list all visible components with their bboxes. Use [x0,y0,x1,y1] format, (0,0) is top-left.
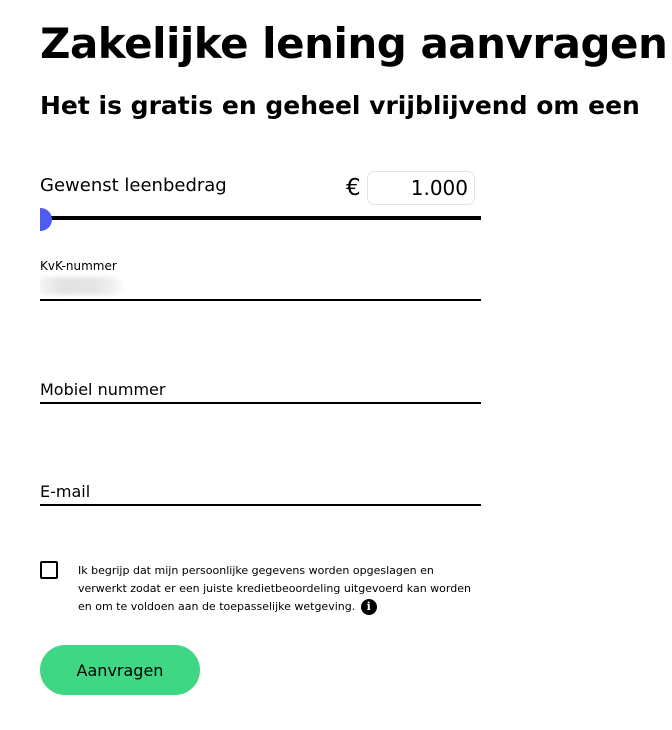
info-icon[interactable]: i [361,599,377,615]
loan-amount-slider-track[interactable] [40,216,481,220]
kvk-number-input[interactable] [40,276,481,298]
mobile-number-label: Mobiel nummer [40,380,166,399]
mobile-number-input[interactable] [40,378,481,402]
page-title: Zakelijke lening aanvragen [40,19,668,68]
email-input[interactable] [40,480,481,504]
loan-amount-input[interactable] [367,171,475,205]
loan-amount-slider-handle[interactable] [40,208,52,231]
consent-text-block [78,562,478,616]
email-underline [40,504,481,506]
currency-symbol: € [346,175,361,201]
kvk-number-underline [40,299,481,301]
mobile-number-underline [40,402,481,404]
kvk-number-label: KvK-nummer [40,259,117,273]
consent-text: Ik begrijp dat mijn persoonlijke gegevens worden opgeslagen en verwerkt zodat er een juiste kredietbeoordeling uitgevoerd kan worden en om te voldoen aan de toepasselijke wetgeving. [78,564,471,613]
email-label: E-mail [40,482,91,501]
page-subtitle: Het is gratis en geheel vrijblijvend om een [40,91,640,120]
loan-application-page [40,0,672,730]
submit-button[interactable]: Aanvragen [40,645,200,695]
consent-checkbox[interactable] [40,561,58,579]
loan-amount-label: Gewenst leenbedrag [40,175,227,196]
